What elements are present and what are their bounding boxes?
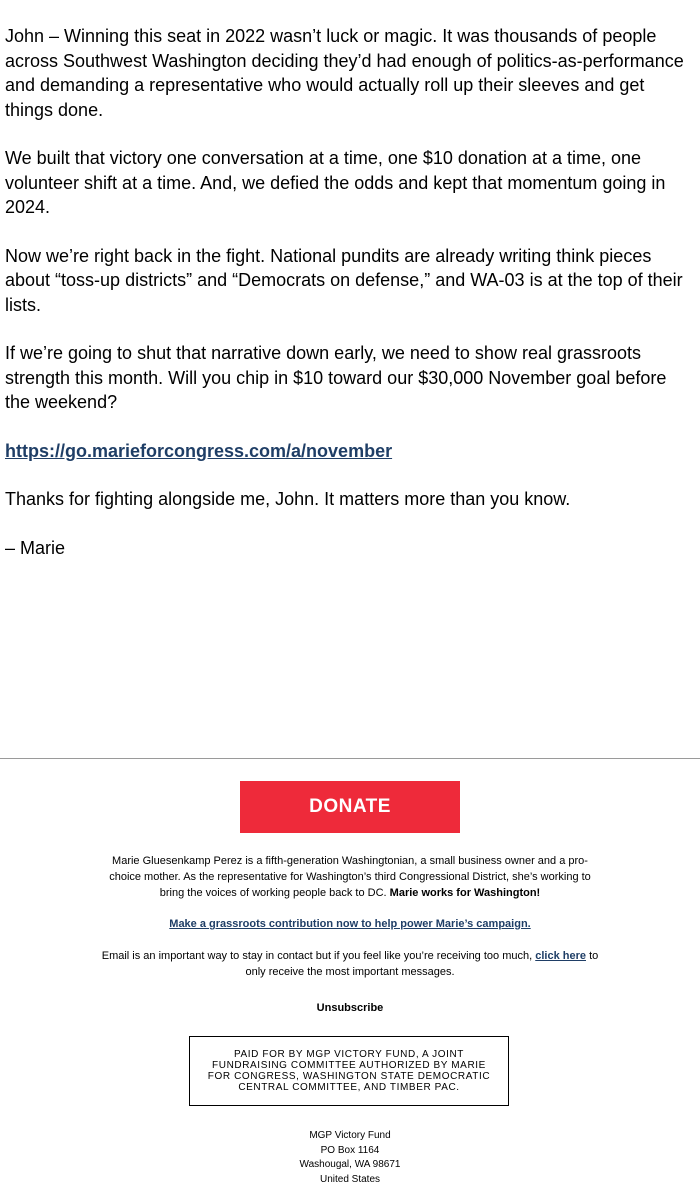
paragraph-ask: If we’re going to shut that narrative down early, we need to show real grassroots strength this month. Will you chip in $10 toward our $30,000 November goal before the weekend? (5, 343, 667, 412)
bio-text: Marie Gluesenkamp Perez is a fifth-generation Washingtonian, a small business owner and a pro-choice mother. As the representative for Washington’s third Congressional District, she’s working to bring the voices of working people back to DC. (109, 855, 591, 899)
paragraph-thanks: Thanks for fighting alongside me, John. It matters more than you know. (5, 489, 571, 509)
address-city: Washougal, WA 98671 (299, 1159, 401, 1170)
mailing-address (200, 1129, 500, 1187)
paragraph-link (5, 439, 693, 464)
donation-link[interactable]: https://go.marieforcongress.com/a/november (5, 440, 393, 461)
email-body (5, 24, 693, 584)
bio-paragraph (100, 853, 600, 901)
paid-for-disclaimer (189, 1036, 509, 1106)
email-preferences-note (100, 948, 600, 980)
contribution-link[interactable]: Make a grassroots contribution now to help power Marie’s campaign. (169, 918, 531, 930)
footer-divider (0, 758, 700, 759)
bio-tagline: Marie works for Washington! (389, 887, 541, 899)
address-box: PO Box 1164 (320, 1144, 380, 1156)
paragraph-opening: John – Winning this seat in 2022 wasn’t luck or magic. It was thousands of people across Southwest Washington deciding they’d had enough of politics-as-performance and demanding a representative who would actually roll up their sleeves and get things done. (5, 26, 684, 120)
disclaimer-text: PAID FOR BY MGP VICTORY FUND, A JOINT FUNDRAISING COMMITTEE AUTHORIZED BY MARIE FOR CONGRESS, WASHINGTON STATE DEMOCRATIC CENTRAL COMMITTEE, AND TIMBER PAC. (207, 1049, 491, 1093)
email-note-text-end: to only receive the most important messages. (245, 950, 599, 978)
signoff: – Marie (5, 537, 66, 558)
donate-button[interactable]: DONATE (240, 781, 460, 833)
contribution-paragraph (100, 916, 600, 932)
email-note-text: Email is an important way to stay in contact but if you feel like you’re receiving too much, (101, 950, 533, 962)
address-name: MGP Victory Fund (309, 1130, 391, 1141)
email-preferences-link[interactable]: click here (535, 950, 586, 962)
paragraph-fight: Now we’re right back in the fight. National pundits are already writing think pieces about “toss-up districts” and “Democrats on defense,” and WA-03 is at the top of their lists. (5, 245, 683, 315)
address-country: United States (319, 1173, 381, 1185)
paragraph-victory: We built that victory one conversation at a time, one $10 donation at a time, one volunteer shift at a time. And, we defied the odds and kept that momentum going in 2024. (5, 148, 666, 217)
unsubscribe-link[interactable]: Unsubscribe (316, 1002, 384, 1014)
